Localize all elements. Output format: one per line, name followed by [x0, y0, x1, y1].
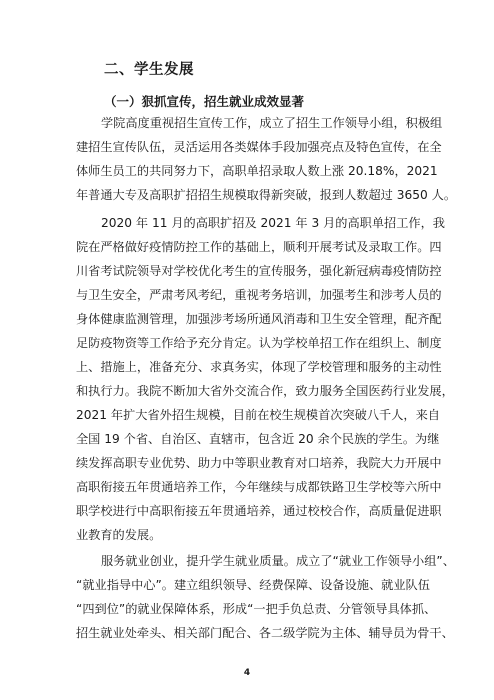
- paragraph-line: 服务就业创业，提升学生就业质量。成立了“就业工作领导小组”、: [101, 554, 455, 568]
- paragraph-line: 2020 年 11 月的高职扩招及 2021 年 3 月的高职单招工作，我: [101, 216, 445, 230]
- paragraph-line: 和执行力。我院不断加大省外交流合作，致力服务全国医药行业发展，: [76, 384, 454, 398]
- paragraph-line: 建招生宣传队伍，灵活运用各类媒体手段加强亮点及特色宣传，在全: [76, 140, 442, 154]
- paragraph-line: 续发挥高职专业优势、助力中等职业教育对口培养，我院大力开展中: [76, 456, 442, 470]
- paragraph-line: 高职衔接五年贯通培养工作，今年继续与成都铁路卫生学校等六所中: [76, 480, 442, 494]
- paragraph-line: 职学校进行中高职衔接五年贯通培养，通过校校合作，高质量促进职: [76, 504, 442, 518]
- section-heading: 二、学生发展: [104, 62, 194, 78]
- paragraph-line: “四到位”的就业保障体系，形成“一把手负总责、分管领导具体抓、: [76, 602, 437, 616]
- paragraph-line: “就业指导中心”。建立组织领导、经费保障、设备设施、就业队伍: [76, 578, 430, 592]
- paragraph-line: 全国 19 个省、自治区、直辖市，包含近 20 余个民族的学生。为继: [76, 432, 440, 446]
- paragraph-line: 与卫生安全，严肃考风考纪，重视考务培训，加强考生和涉考人员的: [76, 288, 442, 302]
- page-number: 4: [243, 668, 251, 678]
- paragraph-line: 2021 年扩大省外招生规模，目前在校生规模首次突破八千人，来自: [76, 408, 440, 422]
- paragraph-line: 招生就业处牵头、相关部门配合、各二级学院为主体、辅导员为骨干、: [76, 626, 454, 640]
- paragraph-line: 学院高度重视招生宣传工作，成立了招生工作领导小组，积极组: [101, 116, 443, 130]
- paragraph-line: 身体健康监测管理，加强涉考场所通风消毒和卫生安全管理，配齐配: [76, 312, 442, 326]
- paragraph-line: 川省考试院领导对学校优化考生的宣传服务，强化新冠病毒疫情防控: [76, 264, 442, 278]
- paragraph-line: 体师生员工的共同努力下，高职单招录取人数上涨 20.18%，2021: [76, 164, 438, 178]
- section-subheading: （一）狠抓宣传，招生就业成效显著: [104, 94, 305, 109]
- paragraph-line: 足防疫物资等工作给予充分肯定。认为学校单招工作在组织上、制度: [76, 336, 442, 350]
- paragraph-line: 年普通大专及高职扩招招生规模取得新突破，报到人数超过 3650 人。: [76, 188, 457, 202]
- paragraph-line: 上、措施上，准备充分、求真务实，体现了学校管理和服务的主动性: [76, 360, 442, 374]
- paragraph-line: 业教育的发展。: [76, 528, 162, 542]
- paragraph-line: 院在严格做好疫情防控工作的基础上，顺利开展考试及录取工作。四: [76, 240, 442, 254]
